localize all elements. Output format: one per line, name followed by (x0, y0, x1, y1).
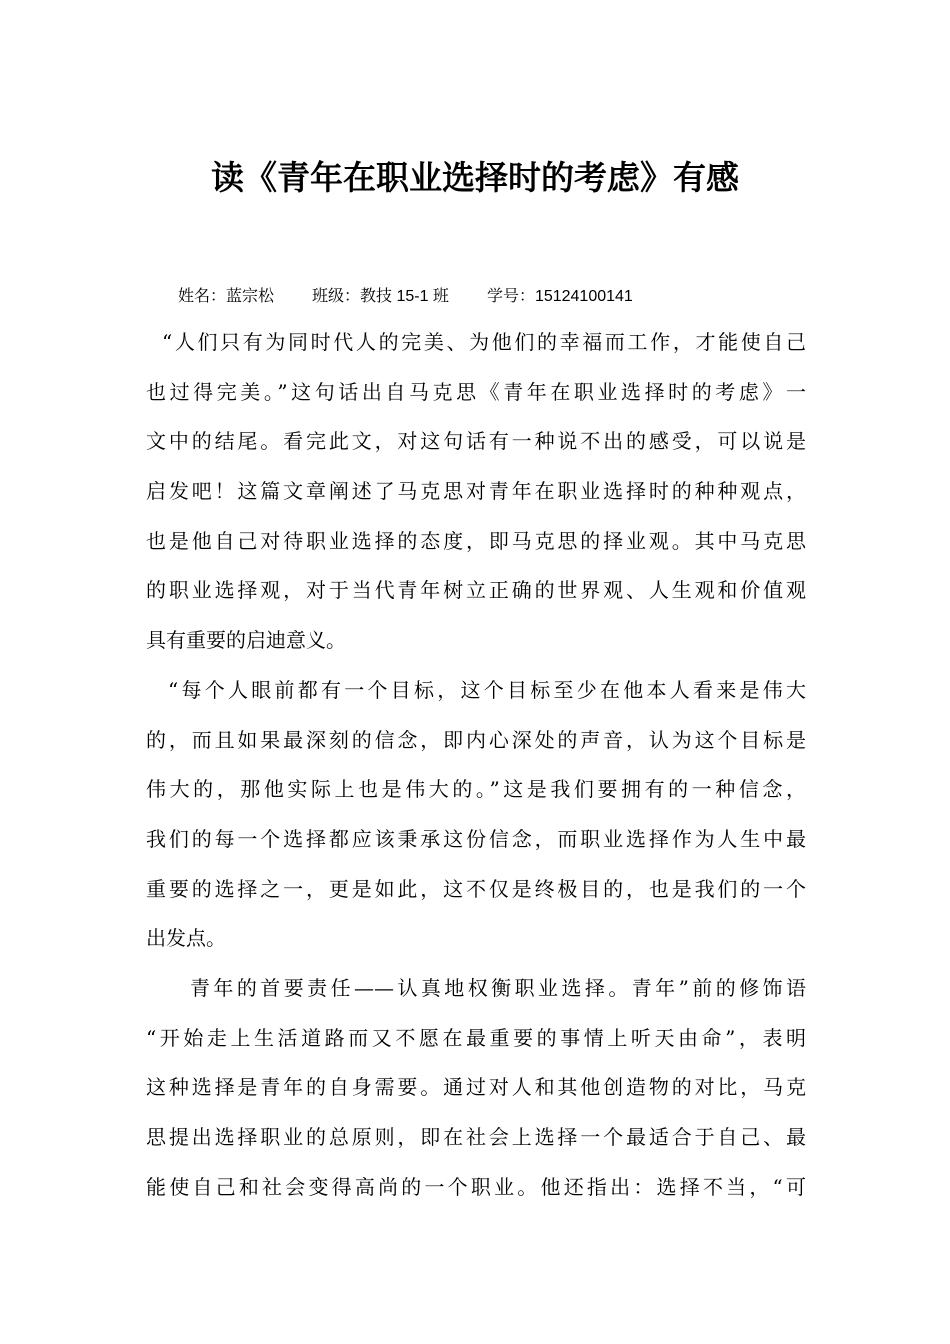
body-line: 启发吧！这篇文章阐述了马克思对青年在职业选择时的种种观点， (146, 479, 806, 504)
body-line: 这种选择是青年的自身需要。通过对人和其他创造物的对比，马克 (146, 1075, 806, 1100)
body-line: “开始走上生活道路而又不愿在最重要的事情上听天由命”，表明 (146, 1025, 806, 1050)
document-title: 读《青年在职业选择时的考虑》有感 (211, 158, 739, 197)
body-line: 出发点。 (146, 926, 226, 951)
body-line: “每个人眼前都有一个目标，这个目标至少在他本人看来是伟大 (168, 677, 806, 702)
body-line: 思提出选择职业的总原则，即在社会上选择一个最适合于自己、最 (146, 1125, 806, 1149)
body-line: 的，而且如果最深刻的信念，即内心深处的声音，认为这个目标是 (146, 727, 806, 752)
body-line: 青年的首要责任——认真地权衡职业选择。青年”前的修饰语 (190, 975, 806, 1000)
body-line: 具有重要的启迪意义。 (146, 628, 346, 653)
author-info (178, 284, 633, 310)
body-line: 文中的结尾。看完此文，对这句话有一种说不出的感受，可以说是 (146, 429, 806, 454)
body-line: 也过得完美。”这句话出自马克思《青年在职业选择时的考虑》一 (146, 379, 806, 404)
body-line: 也是他自己对待职业选择的态度，即马克思的择业观。其中马克思 (146, 528, 806, 553)
author-student-id: 学号：15124100141 (486, 288, 633, 305)
author-name: 姓名：蓝宗松 (178, 288, 275, 305)
body-line: 重要的选择之一，更是如此，这不仅是终极目的，也是我们的一个 (146, 876, 806, 901)
body-line: 伟大的，那他实际上也是伟大的。”这是我们要拥有的一种信念， (146, 777, 806, 802)
author-class: 班级：教技 15-1 班 (312, 288, 449, 305)
body-line: 能使自己和社会变得高尚的一个职业。他还指出：选择不当，“可 (146, 1174, 806, 1199)
body-line: 的职业选择观，对于当代青年树立正确的世界观、人生观和价值观 (146, 578, 806, 603)
body-line: 我们的每一个选择都应该秉承这份信念，而职业选择作为人生中最 (146, 826, 806, 851)
document-body (146, 318, 806, 1212)
body-line: “人们只有为同时代人的完美、为他们的幸福而工作，才能使自己 (162, 330, 806, 354)
